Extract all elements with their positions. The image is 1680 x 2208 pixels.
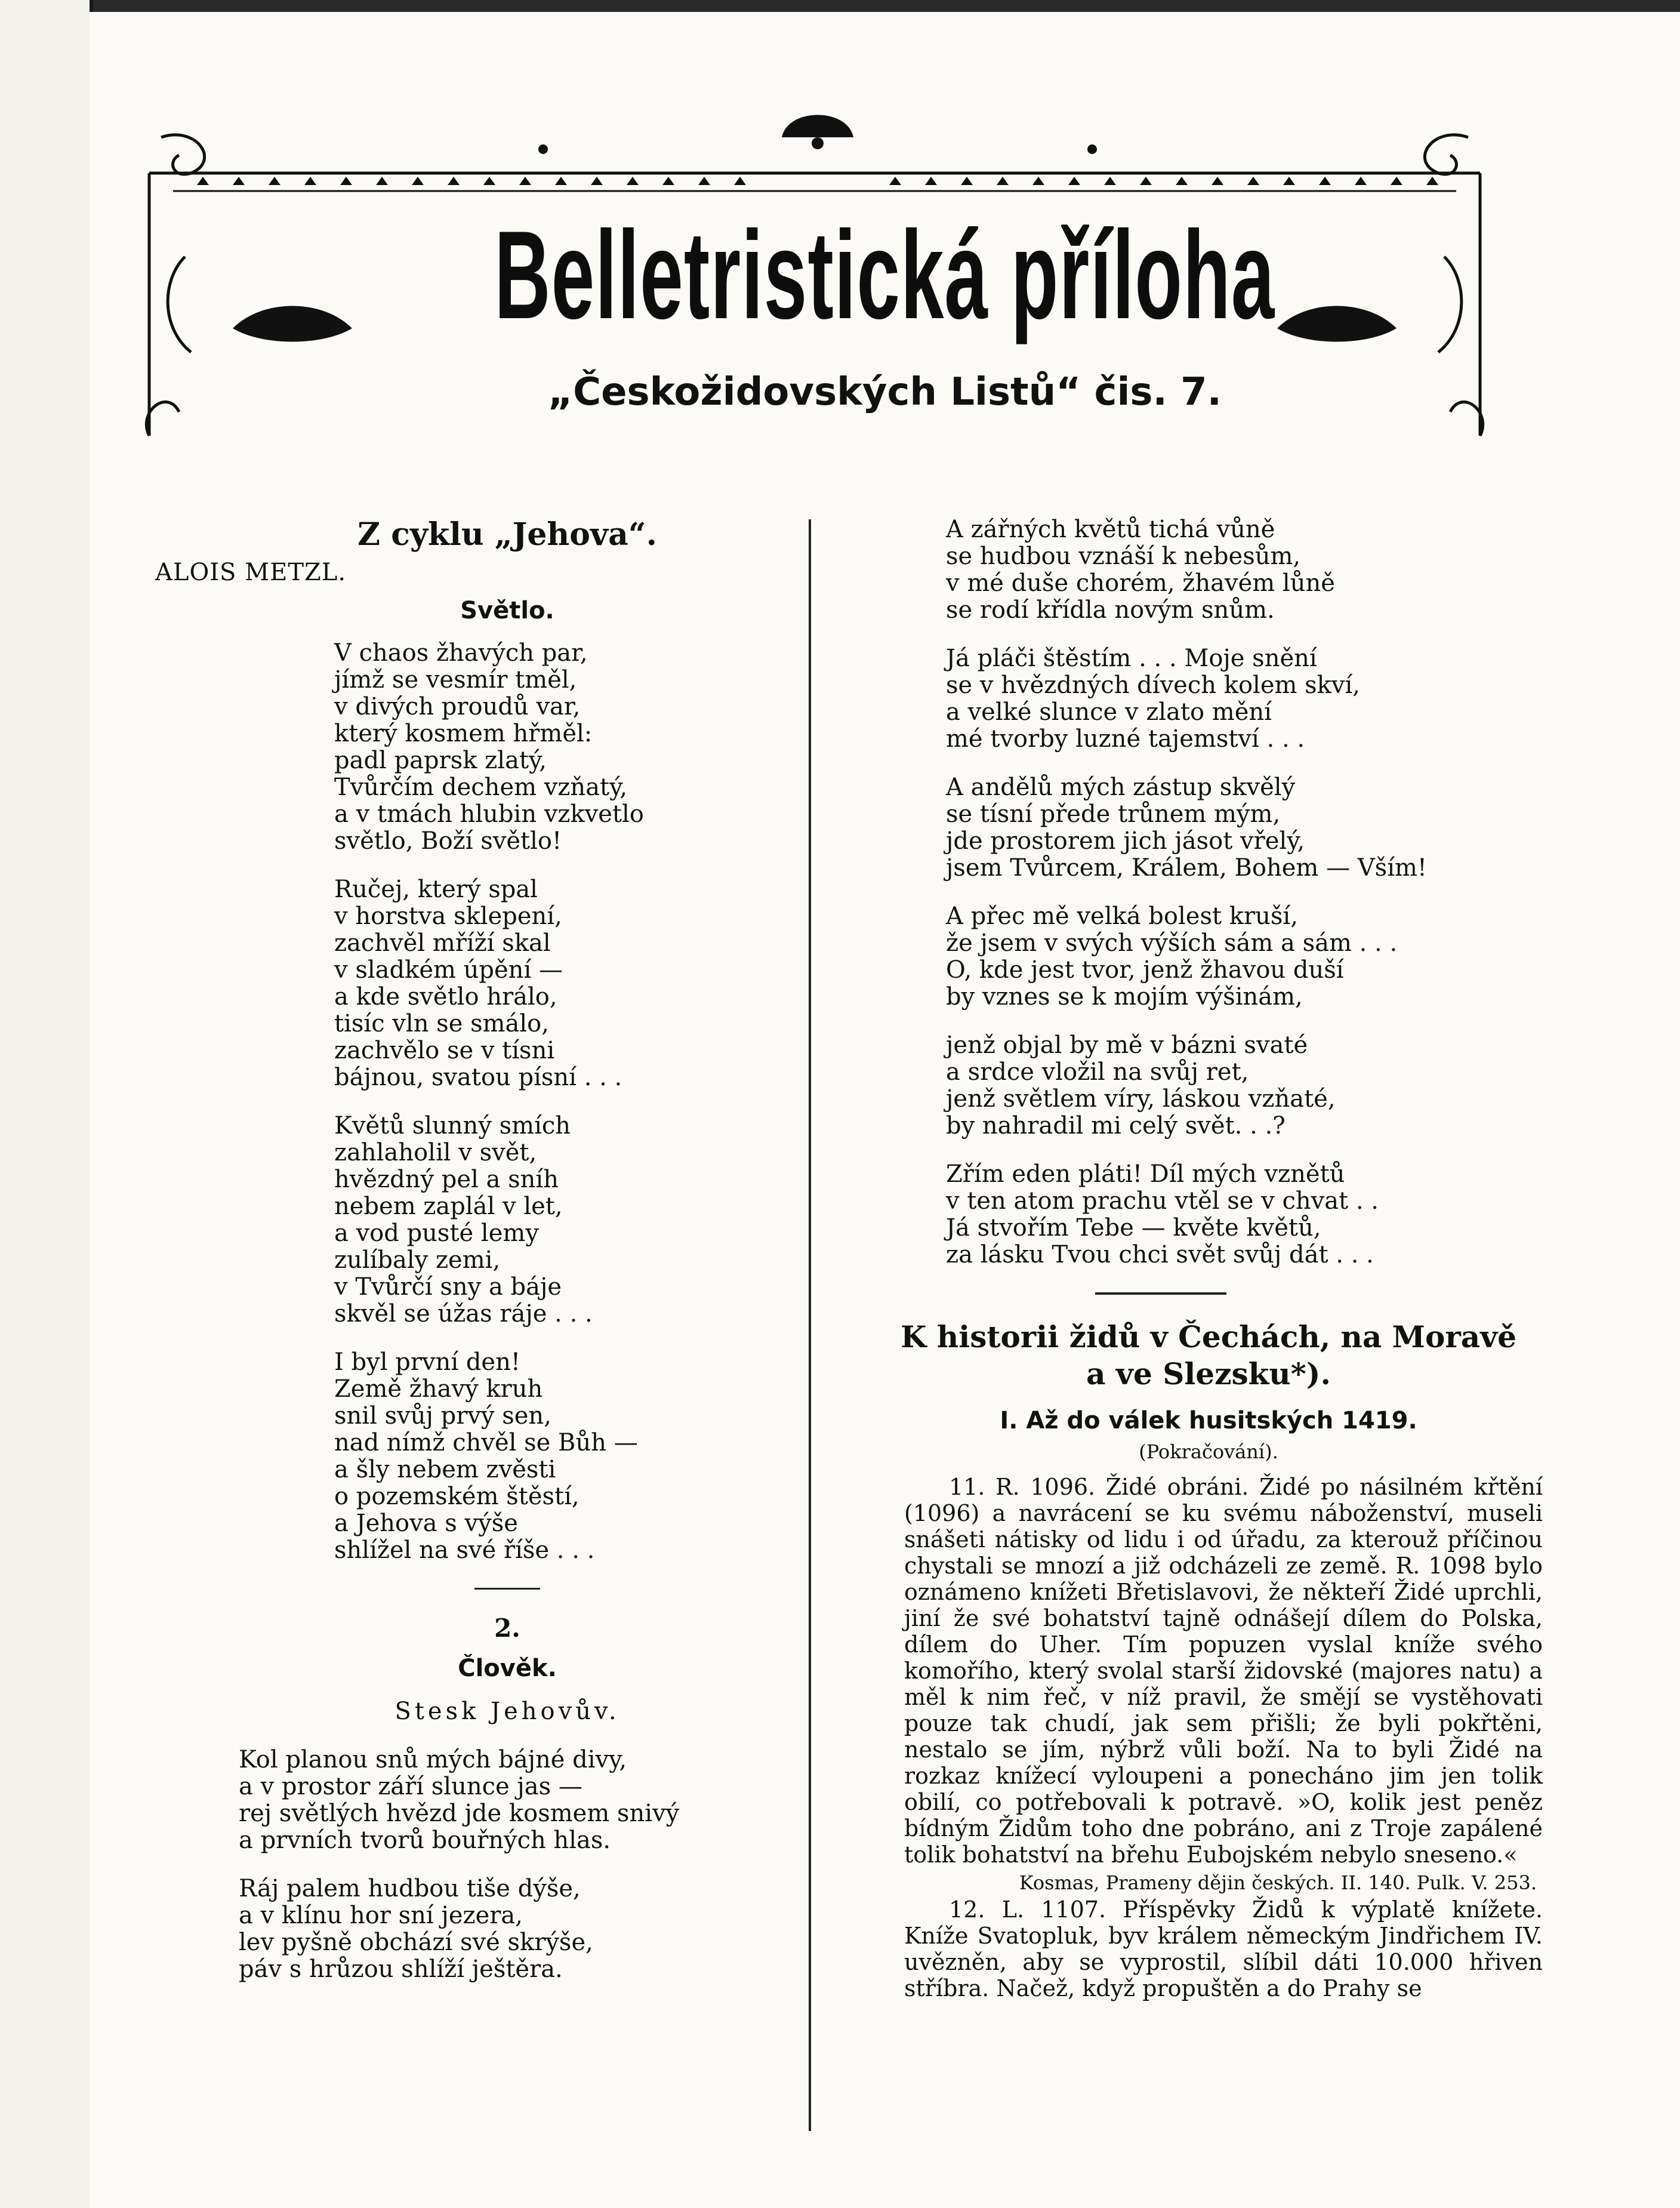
verse-line: A zářných květů tichá vůně xyxy=(946,516,1275,543)
verse-line: Kol planou snů mých bájné divy, xyxy=(239,1746,627,1773)
stanza xyxy=(334,876,859,1091)
verse-line: a v prostor září slunce jas — xyxy=(239,1773,582,1800)
verse-line: mé tvorby luzné tajemství . . . xyxy=(946,725,1305,753)
verse-line: že jsem v svých výších sám a sám . . . xyxy=(946,929,1398,957)
verse-line: a srdce vložil na svůj ret, xyxy=(946,1058,1249,1086)
page xyxy=(90,12,1680,2208)
verse-line: shlížel na své říše . . . xyxy=(334,1536,595,1564)
right-column xyxy=(815,516,1590,2001)
cycle-title: Z cyklu „Jehova“. xyxy=(357,516,657,553)
verse-line: Tvůrčím dechem vzňatý, xyxy=(334,774,628,801)
verse-line: jde prostorem jich jásot vřelý, xyxy=(946,827,1305,855)
verse-line: bájnou, svatou písní . . . xyxy=(334,1064,622,1091)
verse-line: lev pyšně obchází své skrýše, xyxy=(239,1929,593,1956)
verse-line: nad nímž chvěl se Bůh — xyxy=(334,1429,638,1456)
section-rule xyxy=(1095,1292,1226,1295)
stanza xyxy=(946,1161,1590,1268)
verse-line: a v klínu hor sní jezera, xyxy=(239,1902,523,1929)
verse-line: hvězdný pel a sníh xyxy=(334,1166,559,1193)
verse-line: Země žhavý kruh xyxy=(334,1375,543,1403)
stanza xyxy=(946,645,1590,753)
verse-line: nebem zaplál v let, xyxy=(334,1193,563,1220)
verse-line: by nahradil mi celý svět. . .? xyxy=(946,1112,1286,1140)
page-subtitle: „Českožidovských Listů“ čis. 7. xyxy=(548,370,1222,414)
verse-line: v sladkém úpění — xyxy=(334,956,563,984)
poem-part2-title: Člověk. xyxy=(458,1655,557,1682)
verse-line: v horstva sklepení, xyxy=(334,903,562,930)
verse-line: V chaos žhavých par, xyxy=(334,639,588,667)
verse-line: I byl první den! xyxy=(334,1348,520,1376)
verse-line: v Tvůrčí sny a báje xyxy=(334,1273,562,1301)
verse-line: se v hvězdných dívech kolem skví, xyxy=(946,672,1361,699)
verse-line: Ráj palem hudbou tiše dýše, xyxy=(239,1875,581,1902)
verse-line: zahlaholil v svět, xyxy=(334,1139,537,1166)
verse-line: světlo, Boží světlo! xyxy=(334,827,562,855)
page-title: Belletristická příloha xyxy=(494,205,1275,345)
verse-line: v ten atom prachu vtěl se v chvat . . xyxy=(946,1187,1379,1215)
verse-line: za lásku Tvou chci svět svůj dát . . . xyxy=(946,1241,1374,1268)
stanza xyxy=(946,516,1590,624)
verse-line: a kde světlo hrálo, xyxy=(334,983,557,1011)
stanza xyxy=(946,774,1590,882)
poem-part2-subtitle: Stesk Jehovův. xyxy=(394,1698,620,1725)
verse-line: A přec mě velká bolest kruší, xyxy=(946,903,1298,930)
section-title: I. Až do válek husitských 1419. xyxy=(1000,1407,1417,1434)
poem-part2-number: 2. xyxy=(494,1613,520,1643)
verse-line: Ručej, který spal xyxy=(334,876,538,903)
citation: Kosmas, Prameny dějin českých. II. 140. Pulk. V. 253. xyxy=(1019,1871,1537,1894)
poem-continuation xyxy=(815,516,1590,1268)
stanza xyxy=(946,1032,1590,1140)
verse-line: jenž světlem víry, láskou vzňaté, xyxy=(946,1085,1336,1113)
verse-line: a prvních tvorů bouřných hlas. xyxy=(239,1827,611,1854)
author-name: ALOIS METZL. xyxy=(155,559,347,586)
verse-line: O, kde jest tvor, jenž žhavou duší xyxy=(946,956,1344,984)
article-paragraph xyxy=(815,1896,1543,2001)
article-title xyxy=(815,1319,1537,1393)
left-column xyxy=(155,516,859,2004)
left-page-edge xyxy=(0,0,93,2208)
verse-line: a velké slunce v zlato mění xyxy=(946,698,1272,726)
verse-line: o pozemském štěstí, xyxy=(334,1483,579,1510)
verse-line: skvěl se úžas ráje . . . xyxy=(334,1300,593,1328)
verse-line: jsem Tvůrcem, Králem, Bohem — Vším! xyxy=(946,854,1427,882)
verse-line: Já stvořím Tebe — květe květů, xyxy=(946,1214,1321,1242)
verse-line: se tísní přede trůnem mým, xyxy=(946,800,1281,828)
poem-part2 xyxy=(155,1747,859,1983)
paragraph-text: 11. R. 1096. Židé obráni. Židé po násilném křtění (1096) a navrácení se ku svému náboženství, museli snášeti nátisky od lidu i od úřadu, za kterouž příčinou chystali se mnozí a již odcházeli ze země. R. 1098 bylo oznámeno knížeti Břetislavovi, že někteří Židé uprchli, jiní že své bohatství tajně odnášejí dílem do Polska, dílem do Uher. Tím popuzen vyslal kníže svého komořího, který svolal starší židovské (majores natu) a měl k nim řeč, v níž pravil, že smějí se vystěhovati pouze tak chudí, jak sem přišli; že byli pokřtěni, nestalo se jím, nýbrž vůli boží. Na to byli Židé na rozkaz knížecí vyloupeni a ponecháno jim jen tolik obilí, co potřebovali k potravě. »O, kolik jest peněz bídným Židům toho dne pobráno, ani z Troje zapálené tolik bohatství na břehu Eubojském nebylo sneseno.« xyxy=(904,1474,1543,1868)
verse-line: by vznes se k mojím výšinám, xyxy=(946,983,1303,1011)
verse-line: snil svůj prvý sen, xyxy=(334,1402,551,1430)
stanza xyxy=(946,903,1590,1011)
poem-part1-title: Světlo. xyxy=(460,597,554,624)
verse-line: v mé duše chorém, žhavém lůně xyxy=(946,569,1335,597)
verse-line: rej světlých hvězd jde kosmem snivý xyxy=(239,1800,680,1827)
verse-line: v divých proudů var, xyxy=(334,693,581,720)
article-paragraph xyxy=(815,1474,1543,1868)
verse-line: zulíbaly zemi, xyxy=(334,1246,501,1274)
verse-line: zachvěl mříží skal xyxy=(334,929,551,957)
continued-note: (Pokračování). xyxy=(1139,1440,1278,1463)
verse-line: jenž objal by mě v bázni svaté xyxy=(946,1031,1308,1059)
verse-line: A andělů mých zástup skvělý xyxy=(946,774,1296,801)
stanza xyxy=(334,640,859,855)
stanza xyxy=(334,1113,859,1328)
verse-line: páv s hrůzou shlíží ještěra. xyxy=(239,1956,563,1983)
verse-line: a šly nebem zvěsti xyxy=(334,1456,556,1483)
verse-line: se hudbou vznáší k nebesům, xyxy=(946,543,1301,570)
verse-line: Já pláči štěstím . . . Moje snění xyxy=(946,645,1317,672)
paragraph-text: 12. L. 1107. Příspěvky Židů k výplatě knížete. Kníže Svatopluk, byv králem německým Jindřichem IV. uvězněn, aby se vyprostil, slíbil dáti 10.000 hřiven stříbra. Načež, když propuštěn a do Prahy se xyxy=(904,1896,1543,2001)
verse-line: Květů slunný smích xyxy=(334,1112,571,1140)
stanza xyxy=(239,1876,859,1983)
verse-line: který kosmem hřměl: xyxy=(334,720,593,747)
article-title-line: K historii židů v Čechách, na Moravě xyxy=(901,1319,1516,1354)
section-rule xyxy=(474,1588,540,1590)
verse-line: se rodí křídla novým snům. xyxy=(946,596,1275,624)
stanza xyxy=(239,1747,859,1854)
verse-line: padl paprsk zlatý, xyxy=(334,747,547,774)
verse-line: jímž se vesmír tměl, xyxy=(334,666,577,694)
verse-line: Zřím eden pláti! Díl mých vznětů xyxy=(946,1160,1345,1188)
stanza xyxy=(334,1349,859,1564)
verse-line: a Jehova s výše xyxy=(334,1510,518,1537)
verse-line: a v tmách hlubin vzkvetlo xyxy=(334,800,644,828)
verse-line: zachvělo se v tísni xyxy=(334,1037,555,1064)
article-title-line: a ve Slezsku*). xyxy=(1086,1356,1331,1391)
poem-part1 xyxy=(155,640,859,1564)
verse-line: tisíc vln se smálo, xyxy=(334,1010,549,1037)
verse-line: a vod pusté lemy xyxy=(334,1220,539,1247)
